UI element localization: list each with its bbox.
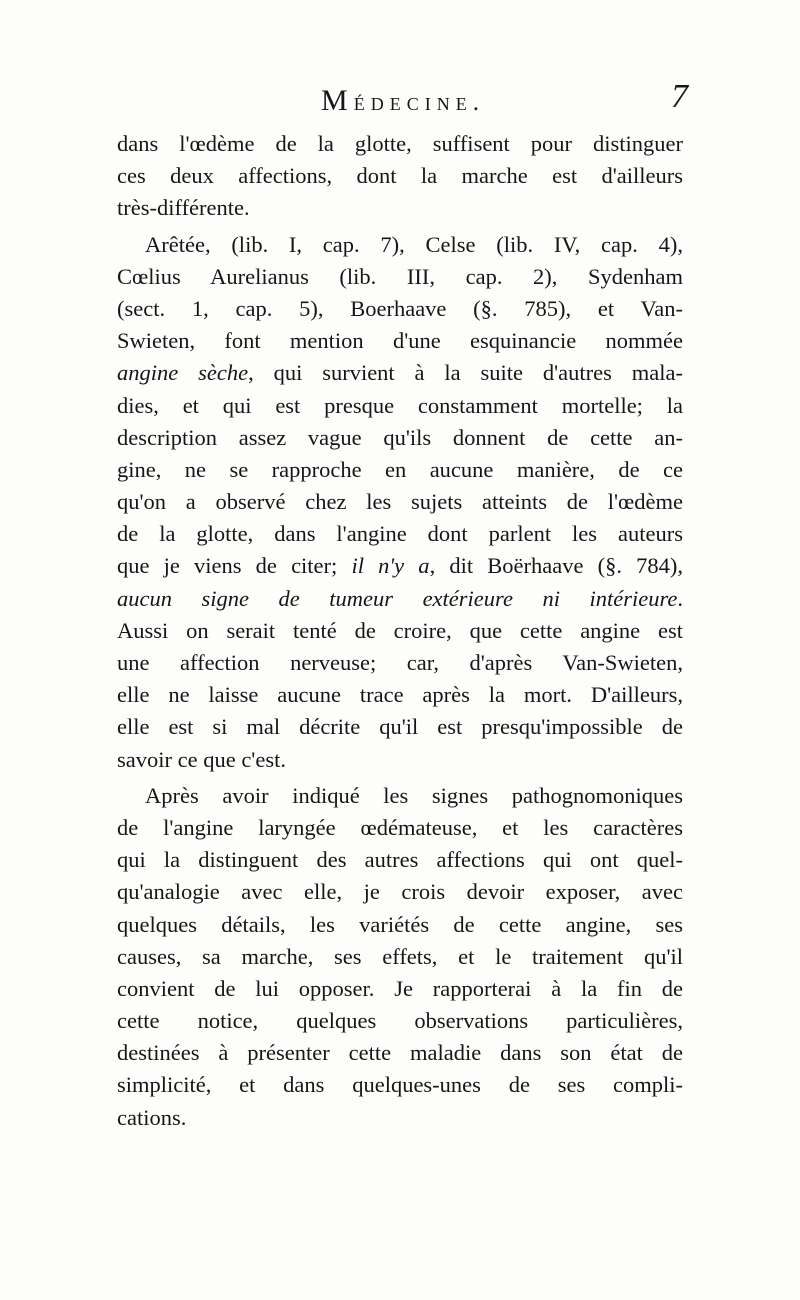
text-line: Arêtée, (lib. I, cap. 7), Celse (lib. IV, cap. 4), bbox=[145, 231, 683, 257]
text-line: gine, ne se rapproche en aucune manière, de ce bbox=[117, 456, 683, 482]
text-line: destinées à présenter cette maladie dans son état de bbox=[117, 1040, 683, 1066]
text-line: ces deux affections, dont la marche est d'ailleurs bbox=[117, 163, 683, 189]
running-title-initial: M bbox=[321, 84, 354, 117]
text-line: de l'angine laryngée œdémateuse, et les caractères bbox=[117, 814, 683, 840]
text-run: . bbox=[677, 585, 683, 611]
text-line bbox=[117, 583, 683, 615]
text-line: Après avoir indiqué les signes pathognomoniques bbox=[145, 782, 683, 808]
text-line: elle est si mal décrite qu'il est presqu'impossible de bbox=[117, 714, 683, 740]
text-line bbox=[117, 550, 683, 582]
italic-phrase: aucun signe de tumeur extérieure ni intérieure bbox=[117, 585, 678, 611]
text-line: qui la distinguent des autres affections qui ont quel- bbox=[117, 847, 683, 873]
text-line: qu'analogie avec elle, je crois devoir exposer, avec bbox=[117, 879, 683, 905]
text-line: causes, sa marche, ses effets, et le traitement qu'il bbox=[117, 943, 683, 969]
paragraph-3 bbox=[117, 780, 683, 1134]
text-line: de la glotte, dans l'angine dont parlent les auteurs bbox=[117, 521, 683, 547]
text-line: convient de lui opposer. Je rapporterai à la fin de bbox=[117, 975, 683, 1001]
text-line: une affection nerveuse; car, d'après Van-Swieten, bbox=[117, 650, 683, 675]
paragraph-2 bbox=[117, 229, 683, 776]
text-line: cations. bbox=[117, 1104, 187, 1130]
italic-phrase: il n'y a bbox=[351, 553, 430, 579]
text-line: elle ne laisse aucune trace après la mort. D'ailleurs, bbox=[117, 682, 683, 708]
text-line: Swieten, font mention d'une esquinancie nommée bbox=[117, 328, 683, 354]
body-text bbox=[117, 128, 683, 1134]
text-line bbox=[117, 357, 683, 389]
running-head bbox=[118, 78, 688, 118]
text-line: Cœlius Aurelianus (lib. III, cap. 2), Sydenham bbox=[117, 263, 683, 289]
running-title bbox=[118, 84, 688, 118]
text-line: quelques détails, les variétés de cette angine, ses bbox=[117, 911, 683, 937]
text-line: savoir ce que c'est. bbox=[117, 746, 286, 772]
page-number: 7 bbox=[671, 78, 688, 115]
text-line: qu'on a observé chez les sujets atteints de l'œdème bbox=[117, 489, 683, 515]
text-line: (sect. 1, cap. 5), Boerhaave (§. 785), et Van- bbox=[117, 295, 683, 321]
text-line: description assez vague qu'ils donnent de cette an- bbox=[117, 424, 683, 450]
text-line: très-différente. bbox=[117, 195, 250, 221]
text-line: cette notice, quelques observations particulières, bbox=[117, 1008, 683, 1034]
text-run: , dit Boërhaave (§. 784), bbox=[429, 553, 683, 579]
text-line: simplicité, et dans quelques-unes de ses compli- bbox=[117, 1072, 683, 1098]
text-run: , qui survient à la suite d'autres mala- bbox=[248, 360, 683, 386]
text-line: dies, et qui est presque constamment mortelle; la bbox=[117, 392, 683, 418]
running-title-rest: édecine. bbox=[353, 89, 485, 116]
text-run: que je viens de citer; bbox=[117, 553, 352, 579]
italic-phrase: angine sèche bbox=[117, 360, 249, 386]
text-line: Aussi on serait tenté de croire, que cette angine est bbox=[117, 617, 683, 643]
text-line: dans l'œdème de la glotte, suffisent pour distinguer bbox=[117, 131, 683, 156]
paragraph-1 bbox=[117, 128, 683, 225]
